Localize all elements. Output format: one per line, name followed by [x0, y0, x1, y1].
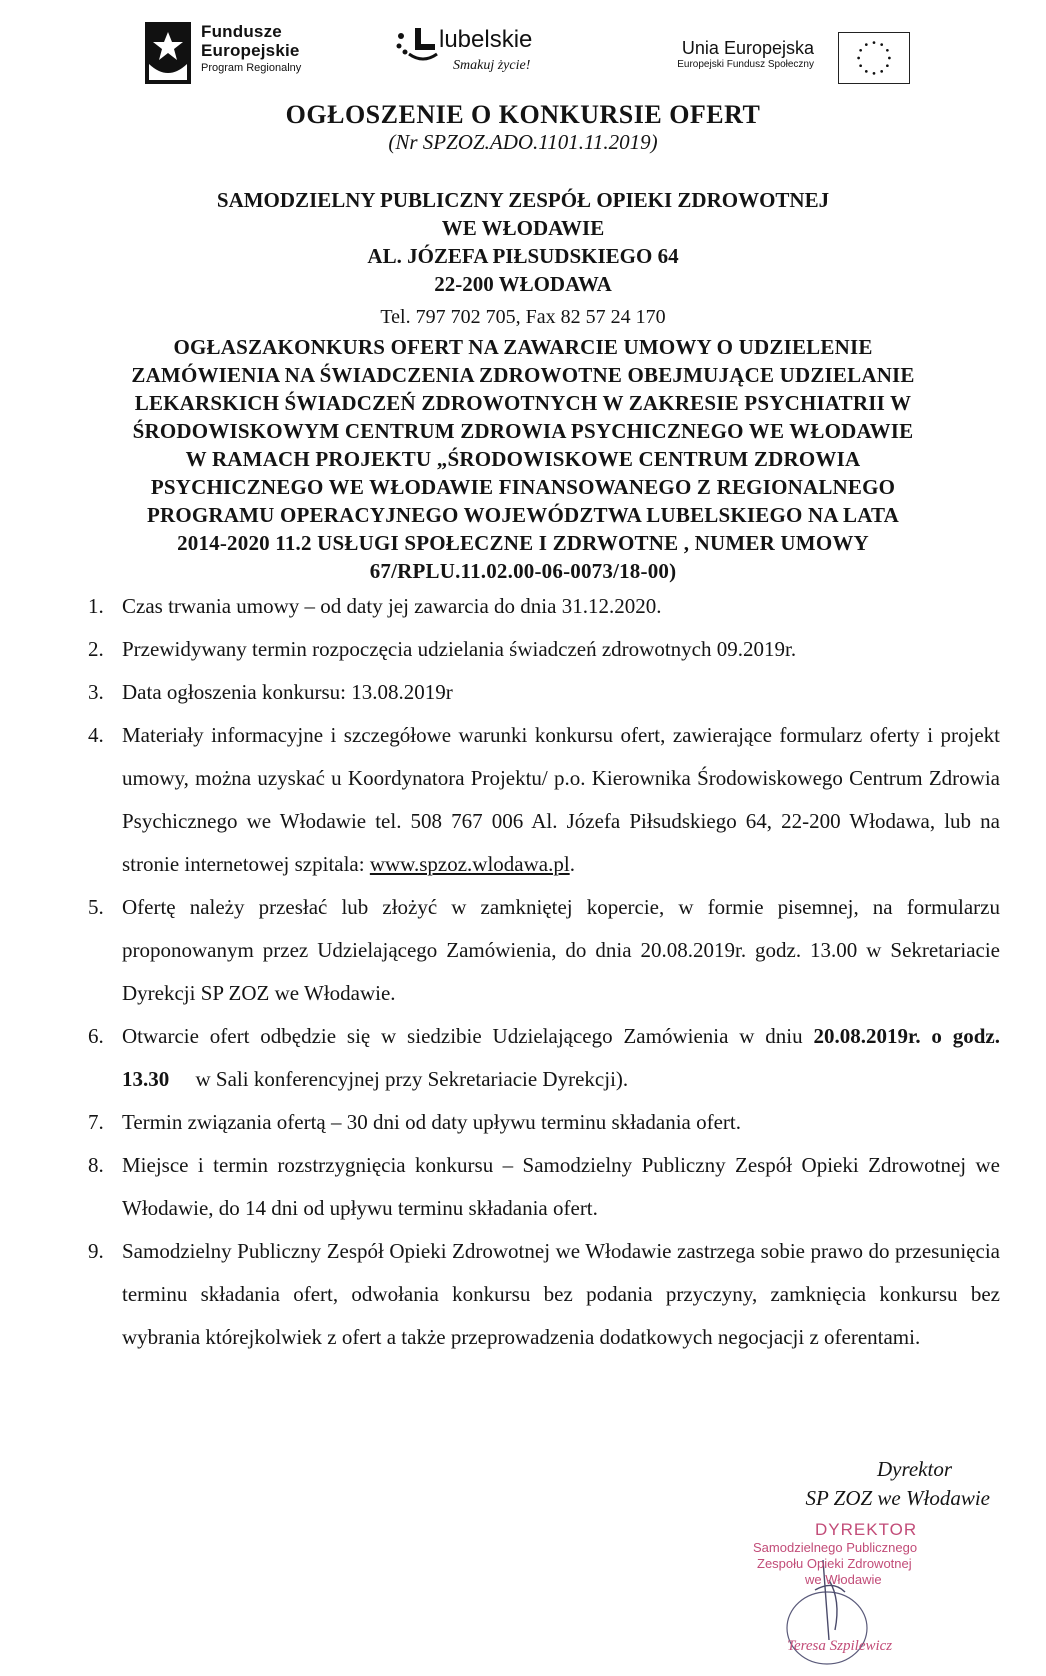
eu-flag-icon	[838, 32, 910, 84]
subject-block	[52, 333, 994, 585]
eu-star-icon	[880, 70, 883, 73]
subject-line: ŚRODOWISKOWYM CENTRUM ZDROWIA PSYCHICZNEGO WE WŁODAWIE	[132, 419, 914, 443]
item-number: 1.	[88, 594, 104, 618]
eu-star-icon	[886, 64, 889, 67]
item-number: 8.	[88, 1153, 104, 1177]
list-item	[72, 585, 1000, 628]
ue-line1: Unia Europejska	[681, 38, 814, 58]
list-item	[72, 671, 1000, 714]
subject-line: 2014-2020 11.2 USŁUGI SPOŁECZNE I ZDRWOTNE , NUMER UMOWY	[177, 531, 869, 555]
organization-block	[0, 186, 1046, 298]
logo-header	[0, 0, 1046, 100]
signature-block	[670, 1455, 990, 1513]
contact-line: Tel. 797 702 705, Fax 82 57 24 170	[380, 306, 666, 328]
subject-line: W RAMACH PROJEKTU „ŚRODOWISKOWE CENTRUM ZDROWIA	[185, 447, 861, 471]
list-item	[72, 628, 1000, 671]
eu-star-icon	[886, 49, 889, 52]
org-line: 22-200 WŁODAWA	[434, 272, 612, 296]
eu-star-icon	[888, 57, 891, 60]
item-text-address: Al. Józefa Piłsudskiego 64, 22-200 Włodawa, lub na stronie internetowej szpitala:	[122, 809, 1000, 876]
item-text: Miejsce i termin rozstrzygnięcia konkursu – Samodzielny Publiczny Zespół Opieki Zdrowotnej we Włodawie, do 14 dni od upływu terminu składania ofert.	[122, 1153, 1000, 1220]
list-item	[72, 1144, 1000, 1230]
eu-star-icon	[880, 43, 883, 46]
signer-institution: SP ZOZ we Włodawie	[805, 1486, 990, 1510]
signer-role: Dyrektor	[876, 1457, 952, 1481]
item-number: 9.	[88, 1239, 104, 1263]
announcement-number: (Nr SPZOZ.ADO.1101.11.2019)	[388, 130, 658, 154]
eu-star-icon	[873, 41, 876, 44]
hospital-website-link[interactable]: www.spzoz.wlodawa.pl	[369, 852, 570, 876]
list-item	[72, 1101, 1000, 1144]
item-text: Samodzielny Publiczny Zespół Opieki Zdrowotnej we Włodawie zastrzega sobie prawo do przesunięcia terminu składania ofert, odwołania konkursu bez podania przyczyny, zamknięcia konkursu bez wybrania którejkolwiek z ofert a także przeprowadzenia dodatkowych negocjacji z oferentami.	[122, 1239, 1000, 1349]
item-text: Data ogłoszenia konkursu: 13.08.2019r	[122, 680, 453, 704]
director-stamp	[745, 1520, 995, 1665]
opening-datetime: 20.08.2019r. o godz. 13.30	[122, 1024, 1000, 1091]
item-text: Czas trwania umowy – od daty jej zawarcia do dnia 31.12.2020.	[122, 594, 662, 618]
list-item	[72, 1230, 1000, 1359]
list-item	[72, 714, 1000, 886]
item-text: Otwarcie ofert odbędzie się w siedzibie Udzielającego Zamówienia w dniu	[122, 1024, 803, 1048]
item-text: Materiały informacyjne i szczegółowe warunki konkursu ofert, zawierające formularz oferty i projekt umowy, można uzyskać u Koordynatora Projektu/ p.o. Kierownika Środowiskowego Centrum Zdrowia Psychicznego we Włodawie tel. 508 767 006	[122, 723, 1000, 833]
org-line: AL. JÓZEFA PIŁSUDSKIEGO 64	[367, 244, 679, 268]
org-line: SAMODZIELNY PUBLICZNY ZESPÓŁ OPIEKI ZDROWOTNEJ	[216, 188, 830, 212]
eu-star-icon	[859, 49, 862, 52]
eu-star-icon	[865, 43, 868, 46]
lubelskie-logo	[395, 18, 575, 88]
org-line: WE WŁODAWIE	[441, 216, 605, 240]
subject-line: LEKARSKICH ŚWIADCZEŃ ZDROWOTNYCH W ZAKRESIE PSYCHIATRII W	[134, 391, 912, 415]
item-text-after: w Sali konferencyjnej przy Sekretariacie Dyrekcji).	[195, 1067, 629, 1091]
fe-line2: Europejskie	[201, 41, 300, 60]
ue-line2: Europejski Fundusz Społeczny	[677, 59, 814, 70]
list-item	[72, 886, 1000, 1015]
eu-star-icon	[859, 64, 862, 67]
item-number: 6.	[88, 1024, 104, 1048]
stamp-title: DYREKTOR	[815, 1520, 918, 1539]
item-number: 4.	[88, 723, 104, 747]
subject-line: 67/RPLU.11.02.00-06-0073/18-00)	[369, 559, 677, 583]
fe-stars-icon	[145, 22, 191, 84]
item-number: 2.	[88, 637, 104, 661]
eu-star-icon	[857, 57, 860, 60]
stamp-line1: Samodzielnego Publicznego	[753, 1540, 918, 1555]
lubelskie-name: lubelskie	[439, 26, 533, 53]
lubelskie-mark-icon	[395, 24, 439, 64]
lubelskie-tagline: Smakuj życie!	[453, 58, 531, 73]
list-item	[72, 1015, 1000, 1101]
subject-line: ZAMÓWIENIA NA ŚWIADCZENIA ZDROWOTNE OBEJMUJĄCE UDZIELANIE	[131, 363, 915, 387]
item-number: 3.	[88, 680, 104, 704]
stamp-line3: we Włodawie	[805, 1572, 882, 1587]
subject-line: PSYCHICZNEGO WE WŁODAWIE FINANSOWANEGO Z REGIONALNEGO	[150, 475, 896, 499]
unia-europejska-logo	[620, 28, 910, 88]
announcement-title: OGŁOSZENIE O KONKURSIE OFERT	[285, 100, 761, 129]
link-period: .	[569, 852, 575, 876]
stamp-name: Teresa Szpilewicz	[787, 1638, 893, 1654]
eu-star-icon	[873, 72, 876, 75]
item-text: Termin związania ofertą – 30 dni od daty upływu terminu składania ofert.	[122, 1110, 741, 1134]
fe-line3: Program Regionalny	[201, 62, 302, 74]
terms-list	[72, 585, 1000, 1359]
item-text: Przewidywany termin rozpoczęcia udzielania świadczeń zdrowotnych 09.2019r.	[122, 637, 797, 661]
item-number: 7.	[88, 1110, 104, 1134]
fe-line1: Fundusze	[201, 22, 282, 41]
item-number: 5.	[88, 895, 104, 919]
eu-star-icon	[865, 70, 868, 73]
item-text: Ofertę należy przesłać lub złożyć w zamkniętej kopercie, w formie pisemnej, na formularzu proponowanym przez Udzielającego Zamówienia, do dnia 20.08.2019r. godz. 13.00 w Sekretariacie Dyrekcji SP ZOZ we Włodawie.	[122, 895, 1000, 1005]
subject-line: OGŁASZAKONKURS OFERT NA ZAWARCIE UMOWY O UDZIELENIE	[173, 335, 873, 359]
stamp-line2: Zespołu Opieki Zdrowotnej	[757, 1556, 912, 1571]
subject-line: PROGRAMU OPERACYJNEGO WOJEWÓDZTWA LUBELSKIEGO NA LATA	[146, 503, 900, 527]
